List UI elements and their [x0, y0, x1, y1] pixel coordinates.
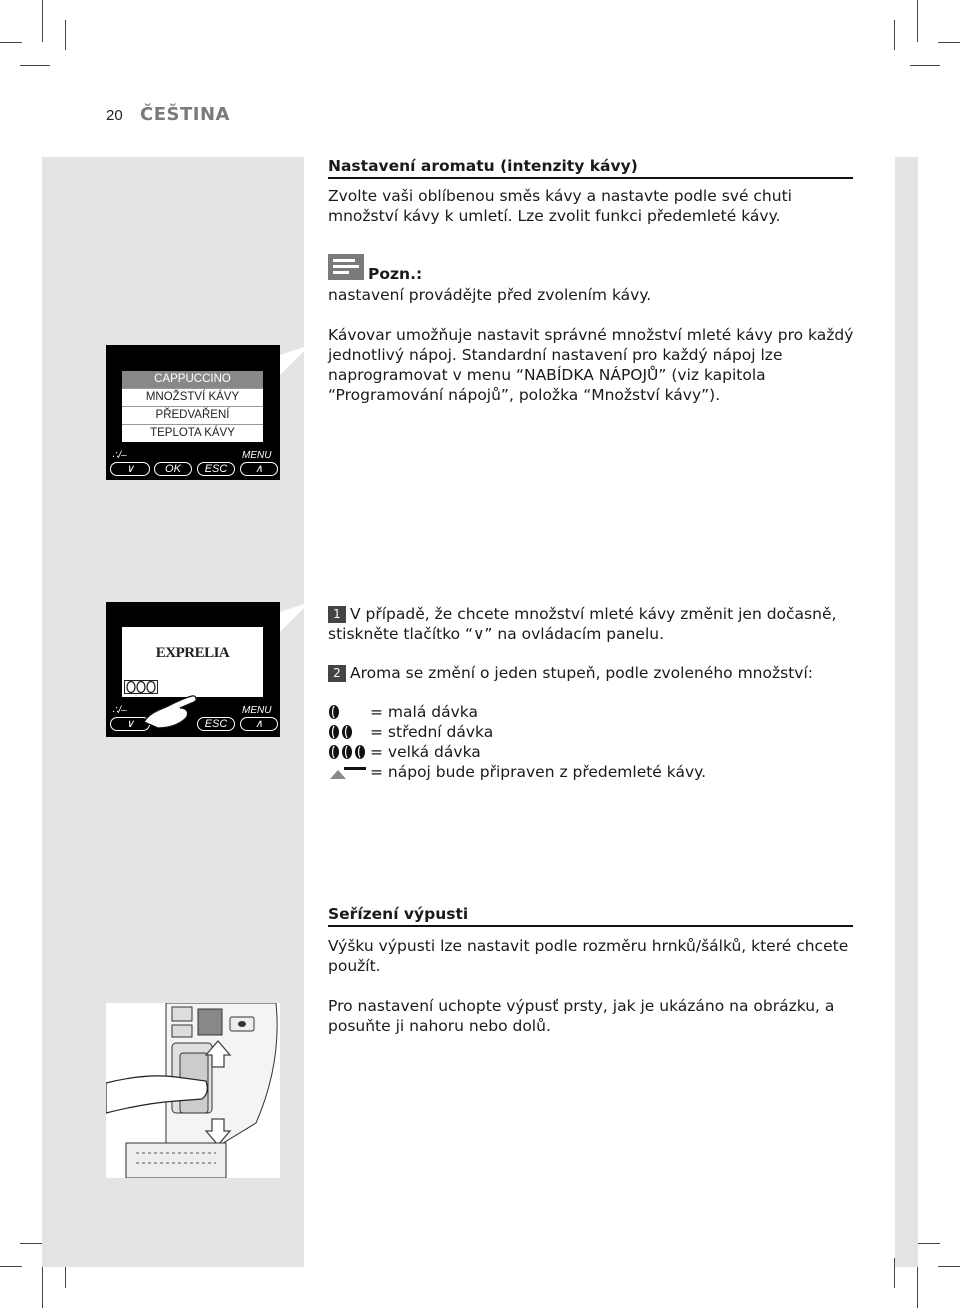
right-margin-panel	[895, 157, 918, 1267]
dose-large: = velká dávka	[370, 743, 481, 761]
crop-mark	[894, 20, 895, 50]
crop-mark	[20, 65, 50, 66]
up-button[interactable]: ∧	[240, 717, 278, 731]
note-icon	[328, 254, 364, 280]
section-heading-spout: Seřízení výpusti	[328, 904, 853, 927]
pre-ground-icon	[328, 764, 368, 780]
crop-mark	[910, 65, 940, 66]
down-button[interactable]: ∨	[110, 717, 150, 731]
display-menu-list	[122, 371, 263, 442]
crop-mark	[42, 1266, 43, 1308]
crop-mark	[917, 1266, 918, 1308]
menu-item-cappuccino: CAPPUCCINO	[122, 371, 263, 388]
machine-paragraph: Kávovar umožňuje nastavit správné množství mleté kávy pro každý jednotlivý nápoj. Standardní nastavení pro každý nápoj lze naprogramovat v menu “NABÍDKA NÁPOJŮ” (viz kapitola “Programování nápojů”, položka “Množství kávy”).	[328, 326, 854, 404]
crop-mark	[938, 42, 960, 43]
callout-pointer	[280, 602, 310, 642]
intro-text: Zvolte vaši oblíbenou směs kávy a nastavte podle své chuti množství kávy k umletí. Lze zvolit funkci předemleté kávy.	[328, 187, 792, 225]
up-button[interactable]: ∧	[240, 462, 278, 476]
dose-pre-ground: = nápoj bude připraven z předemleté kávy.	[370, 763, 707, 781]
step-number: 2	[328, 665, 346, 682]
page-number: 20	[106, 107, 123, 124]
brand-logo: EXPRELIA	[155, 645, 230, 661]
menu-item-coffee-amount: MNOŽSTVÍ KÁVY	[122, 388, 263, 406]
aroma-icon: ∴/–	[112, 450, 127, 461]
language-title: ČEŠTINA	[140, 104, 230, 125]
esc-button[interactable]: ESC	[197, 462, 235, 476]
three-beans-icon	[328, 744, 370, 760]
aroma-icon: ∴/–	[112, 705, 127, 716]
spout-paragraph-1: Výšku výpusti lze nastavit podle rozměru hrnků/šálků, které chcete použít.	[328, 937, 849, 975]
note-text: nastavení provádějte před zvolením kávy.	[328, 286, 652, 304]
crop-mark	[0, 42, 22, 43]
down-button[interactable]: ∨	[110, 462, 150, 476]
two-beans-icon	[328, 724, 358, 740]
menu-item-coffee-temperature: TEPLOTA KÁVY	[122, 424, 263, 442]
dose-small: = malá dávka	[370, 703, 478, 721]
crop-mark	[917, 0, 918, 42]
crop-mark	[65, 20, 66, 50]
dose-medium: = střední dávka	[370, 723, 494, 741]
spout-paragraph-2: Pro nastavení uchopte výpusť prsty, jak je ukázáno na obrázku, a posuňte ji nahoru nebo dolů.	[328, 997, 835, 1035]
intro-paragraph	[328, 186, 856, 226]
esc-button[interactable]: ESC	[197, 717, 235, 731]
hand-pointer-icon	[140, 692, 200, 732]
note-title: Pozn.:	[368, 265, 423, 283]
menu-label: MENU	[242, 705, 272, 716]
crop-mark	[42, 0, 43, 42]
coffee-machine-drawing	[106, 1003, 280, 1178]
crop-mark	[938, 1266, 960, 1267]
step-2-text: Aroma se změní o jeden stupeň, podle zvoleného množství:	[350, 664, 813, 682]
callout-pointer	[280, 345, 310, 385]
one-bean-icon	[328, 704, 344, 720]
step-1-text: V případě, že chcete množství mleté kávy změnit jen dočasně, stiskněte tlačítko “∨” na ovládacím panelu.	[328, 605, 837, 643]
crop-mark	[0, 1266, 22, 1267]
menu-label: MENU	[242, 450, 272, 461]
step-2	[328, 663, 856, 683]
menu-item-pre-brew: PŘEDVAŘENÍ	[122, 406, 263, 424]
ok-button[interactable]: OK	[154, 462, 192, 476]
step-1	[328, 604, 856, 644]
section-heading-aroma: Nastavení aromatu (intenzity kávy)	[328, 156, 853, 179]
step-number: 1	[328, 606, 346, 623]
spout-illustration	[106, 1003, 280, 1178]
